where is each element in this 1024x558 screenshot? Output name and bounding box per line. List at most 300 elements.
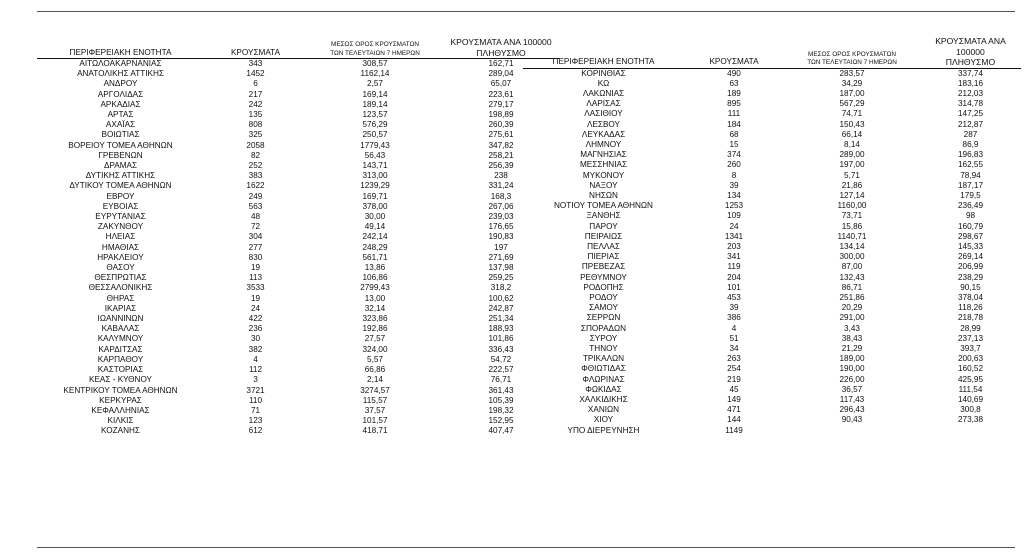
avg-cell: 418,71 (362, 426, 388, 436)
table-row (523, 120, 1021, 130)
avg-cell: 27,57 (364, 334, 386, 344)
per100k-cell: 238,29 (957, 272, 984, 282)
per100k-cell: 269,14 (957, 252, 984, 262)
cases-cell: 830 (248, 252, 263, 262)
region-cell: ΛΑΣΙΘΙΟΥ (584, 109, 623, 119)
table-body-right (523, 68, 1021, 446)
cases-cell: 8 (731, 170, 737, 180)
region-cell: ΦΩΚΙΔΑΣ (585, 384, 622, 394)
region-cell: ΕΥΡΥΤΑΝΙΑΣ (95, 212, 146, 222)
avg-cell: 5,57 (367, 354, 383, 364)
cases-cell: 277 (248, 242, 263, 252)
avg-cell: 189,14 (362, 99, 388, 109)
region-cell: ΑΝΔΡΟΥ (103, 79, 138, 89)
table-row (523, 385, 1021, 395)
avg-cell: 150,43 (839, 119, 865, 129)
cases-cell: 144 (727, 415, 741, 425)
table-row (37, 90, 559, 100)
region-cell: ΠΕΛΛΑΣ (587, 241, 620, 251)
per100k-cell: 200,63 (957, 354, 984, 364)
cases-cell: 123 (248, 416, 263, 426)
table-row (37, 100, 559, 110)
cases-cell: 134 (727, 190, 741, 200)
per100k-cell: 347,82 (488, 140, 514, 150)
avg-cell: 37,57 (364, 405, 386, 415)
avg-cell: 106,86 (362, 273, 388, 283)
avg-cell: 73,71 (841, 211, 863, 221)
region-cell: ΡΕΘΥΜΝΟΥ (580, 272, 627, 282)
region-cell: ΗΜΑΘΙΑΣ (101, 242, 140, 252)
table-row (37, 345, 559, 355)
avg-cell: 189,00 (839, 354, 865, 364)
region-cell: ΧΑΝΙΩΝ (587, 405, 620, 415)
table-row (523, 89, 1021, 99)
region-cell: ΣΑΜΟΥ (589, 303, 618, 313)
cases-cell: 101 (727, 282, 741, 292)
cases-cell: 3 (253, 375, 258, 385)
cases-cell: 149 (727, 395, 741, 404)
cases-cell: 260 (727, 160, 741, 170)
per100k-cell: 187,17 (957, 180, 984, 190)
avg-cell: 291,00 (839, 313, 865, 323)
table-row (523, 79, 1021, 89)
table-row (523, 324, 1021, 334)
region-cell: ΔΡΑΜΑΣ (103, 161, 138, 171)
cases-cell: 249 (248, 191, 263, 201)
bottom-rule (37, 547, 1015, 548)
avg-cell: 378,00 (362, 201, 388, 211)
header-avg-7-days (307, 36, 443, 59)
cases-cell: 895 (727, 99, 741, 109)
table-row (37, 375, 559, 385)
table-row (523, 191, 1021, 201)
avg-cell: 90,43 (841, 415, 863, 425)
per100k-cell: 407,47 (488, 426, 514, 436)
table-row (37, 192, 559, 202)
per100k-cell: 105,39 (488, 395, 514, 405)
table-row (37, 304, 559, 314)
header-per100k-line1: ΚΡΟΥΣΜΑΤΑ ΑΝΑ 100000 (935, 36, 1006, 57)
region-cell: ΚΑΡΠΑΘΟΥ (97, 354, 144, 364)
cases-cell: 341 (727, 252, 741, 262)
table-row (523, 232, 1021, 242)
per100k-cell: 197 (494, 242, 508, 252)
region-cell: ΝΗΣΩΝ (589, 190, 618, 200)
table-row (37, 79, 559, 89)
avg-cell: 74,71 (841, 109, 863, 119)
table-row (523, 211, 1021, 221)
per100k-cell: 188,93 (488, 324, 514, 334)
region-cell: ΡΟΔΟΠΗΣ (583, 282, 624, 292)
per100k-cell: 206,99 (957, 262, 984, 272)
avg-cell (784, 436, 920, 446)
region-cell: ΛΑΡΙΣΑΣ (586, 99, 621, 109)
region-cell: ΛΕΣΒΟΥ (586, 119, 621, 129)
header-per-100k (920, 36, 1021, 68)
cases-cell: 374 (727, 150, 741, 160)
table-row (37, 334, 559, 344)
avg-cell: 300,00 (839, 252, 865, 262)
region-cell: ΚΕΝΤΡΙΚΟΥ ΤΟΜΕΑ ΑΘΗΝΩΝ (63, 385, 178, 395)
cases-cell: 236 (248, 324, 263, 334)
region-cell: ΝΟΤΙΟΥ ΤΟΜΕΑ ΑΘΗΝΩΝ (554, 201, 653, 211)
region-cell: ΒΟΡΕΙΟΥ ΤΟΜΕΑ ΑΘΗΝΩΝ (68, 140, 173, 150)
cases-cell: 453 (727, 292, 741, 302)
cases-cell (684, 436, 784, 446)
table-row (523, 68, 1021, 79)
table-row (523, 130, 1021, 140)
avg-cell: 32,14 (364, 303, 386, 313)
avg-cell: 117,43 (839, 395, 865, 404)
cases-table-right (523, 36, 1021, 446)
table-row (523, 334, 1021, 344)
avg-cell: 2,57 (367, 79, 383, 89)
per100k-cell: 160,79 (957, 221, 984, 231)
avg-cell: 169,14 (362, 89, 388, 99)
region-cell: ΚΙΛΚΙΣ (107, 416, 134, 426)
cases-cell: 135 (248, 110, 263, 120)
cases-cell: 109 (727, 211, 741, 221)
avg-cell: 5,71 (844, 170, 860, 180)
per100k-cell: 162,71 (488, 59, 514, 68)
region-cell: ΣΠΟΡΑΔΩΝ (580, 323, 627, 333)
header-cases: ΚΡΟΥΣΜΑΤΑ (684, 36, 784, 68)
cases-cell: 2058 (246, 140, 265, 150)
region-cell: ΝΑΞΟΥ (589, 180, 618, 190)
per100k-cell: 298,67 (957, 231, 984, 241)
table-row (523, 426, 1021, 436)
region-cell: ΘΕΣΠΡΩΤΙΑΣ (94, 273, 147, 283)
table-row (37, 171, 559, 181)
avg-cell: 123,57 (362, 110, 388, 120)
cases-cell: 325 (248, 130, 263, 140)
per100k-cell: 145,33 (957, 241, 984, 251)
avg-cell: 187,00 (839, 88, 865, 98)
per100k-cell: 251,34 (488, 314, 514, 324)
top-rule (37, 11, 1015, 12)
avg-cell: 242,14 (362, 232, 388, 242)
region-cell: ΑΡΤΑΣ (107, 110, 134, 120)
region-cell: ΥΠΟ ΔΙΕΡΕΥΝΗΣΗ (567, 425, 640, 435)
per100k-cell: 98 (965, 211, 976, 221)
region-cell: ΛΗΜΝΟΥ (585, 139, 622, 149)
per100k-cell: 237,13 (957, 333, 984, 343)
region-cell: ΔΥΤΙΚΗΣ ΑΤΤΙΚΗΣ (85, 171, 156, 181)
header-per100k-line2: ΠΛΗΘΥΣΜΟ (945, 57, 996, 67)
per100k-cell: 331,24 (488, 181, 514, 191)
cases-cell: 34 (729, 343, 739, 353)
table-row (37, 426, 559, 436)
per100k-cell: 176,65 (488, 222, 514, 232)
table-row (37, 151, 559, 161)
table-row (523, 283, 1021, 293)
per100k-cell: 236,49 (957, 201, 984, 211)
per100k-cell: 101,86 (488, 334, 514, 344)
cases-cell: 1341 (724, 231, 744, 241)
per100k-cell: 223,61 (488, 89, 514, 99)
per100k-cell: 222,57 (488, 365, 514, 375)
avg-cell: 226,00 (839, 374, 865, 384)
region-cell: ΑΝΑΤΟΛΙΚΗΣ ΑΤΤΙΚΗΣ (77, 69, 164, 79)
table-row (37, 202, 559, 212)
table-row (523, 273, 1021, 283)
table-row (37, 294, 559, 304)
avg-cell: 15,86 (841, 221, 863, 231)
cases-cell: 383 (248, 171, 263, 181)
cases-cell: 184 (727, 119, 741, 129)
table-row (523, 364, 1021, 374)
region-cell: ΚΑΣΤΟΡΙΑΣ (97, 365, 144, 375)
region-cell: ΑΙΤΩΛΟΑΚΑΡΝΑΝΙΑΣ (79, 59, 162, 68)
region-cell (523, 436, 684, 446)
avg-cell: 86,71 (841, 282, 863, 292)
avg-cell: 36,57 (841, 384, 863, 394)
cases-cell: 19 (250, 293, 261, 303)
region-cell: ΘΗΡΑΣ (106, 293, 135, 303)
per100k-cell: 260,39 (488, 120, 514, 130)
cases-cell: 111 (727, 109, 741, 119)
region-cell: ΣΥΡΟΥ (589, 333, 618, 343)
cases-cell: 48 (250, 212, 261, 222)
per100k-cell: 86,9 (962, 139, 979, 149)
per100k-cell: 259,25 (488, 273, 514, 283)
region-cell: ΚΩ (597, 78, 610, 88)
region-cell: ΦΘΙΩΤΙΔΑΣ (581, 364, 626, 374)
per100k-cell: 256,39 (488, 161, 514, 171)
cases-cell: 113 (248, 273, 263, 283)
per100k-cell: 393,7 (960, 343, 981, 353)
avg-cell: 127,14 (839, 190, 865, 200)
per100k-cell: 190,83 (488, 232, 514, 242)
avg-cell: 49,14 (364, 222, 386, 232)
table-row (37, 110, 559, 120)
cases-cell: 19 (250, 263, 261, 273)
avg-cell: 576,29 (362, 120, 388, 130)
region-cell: ΦΛΩΡΙΝΑΣ (582, 374, 625, 384)
cases-cell: 3533 (246, 283, 265, 293)
table-row (523, 293, 1021, 303)
avg-cell: 2799,43 (360, 283, 390, 293)
cases-cell: 304 (248, 232, 263, 242)
per100k-cell: 168,3 (490, 191, 512, 201)
table-row (523, 354, 1021, 364)
table-body-left (37, 59, 559, 437)
cases-cell: 82 (250, 150, 261, 160)
avg-cell: 56,43 (364, 150, 386, 160)
cases-cell: 242 (248, 99, 263, 109)
per100k-cell: 111,54 (958, 384, 983, 394)
cases-cell: 68 (729, 129, 739, 139)
cases-cell: 30 (250, 334, 261, 344)
cases-cell: 4 (731, 323, 737, 333)
per100k-cell: 425,95 (957, 374, 984, 384)
header-avg-line2: ΤΩΝ ΤΕΛΕΥΤΑΙΩΝ 7 ΗΜΕΡΩΝ (330, 49, 420, 57)
per100k-cell: 361,43 (488, 385, 514, 395)
per100k-cell: 287 (963, 129, 978, 139)
avg-cell: 561,71 (362, 252, 388, 262)
cases-cell: 263 (727, 354, 741, 364)
avg-cell: 66,14 (841, 129, 863, 139)
table-row (37, 59, 559, 70)
cases-cell: 204 (727, 272, 741, 282)
per100k-cell: 147,25 (957, 109, 984, 119)
per100k-cell: 198,89 (488, 110, 514, 120)
region-cell: ΞΑΝΘΗΣ (586, 211, 621, 221)
table-row (37, 396, 559, 406)
per100k-cell: 78,94 (960, 170, 981, 180)
avg-cell: 3274,57 (360, 385, 390, 395)
avg-cell: 190,00 (839, 364, 865, 374)
avg-cell: 308,57 (362, 59, 388, 68)
table-row (523, 252, 1021, 262)
avg-cell: 143,71 (362, 161, 388, 171)
table-row (37, 273, 559, 283)
region-cell: ΗΛΕΙΑΣ (105, 232, 136, 242)
region-cell: ΙΩΑΝΝΙΝΩΝ (97, 314, 144, 324)
header-region: ΠΕΡΙΦΕΡΕΙΑΚΗ ΕΝΟΤΗΤΑ (37, 36, 204, 59)
table-row (523, 436, 1021, 446)
cases-cell: 203 (727, 241, 741, 251)
cases-cell: 382 (248, 344, 263, 354)
header-avg-7-days (784, 36, 920, 68)
avg-cell: 8,14 (844, 139, 860, 149)
region-cell: ΗΡΑΚΛΕΙΟΥ (97, 252, 144, 262)
per100k-cell: 28,99 (960, 323, 981, 333)
cases-cell: 612 (248, 426, 263, 436)
region-cell: ΚΑΛΥΜΝΟΥ (97, 334, 144, 344)
per100k-cell: 212,03 (957, 88, 984, 98)
table-row (37, 232, 559, 242)
per100k-cell: 76,71 (490, 375, 512, 385)
region-cell: ΚΟΡΙΝΘΙΑΣ (581, 68, 626, 78)
region-cell: ΜΑΓΝΗΣΙΑΣ (580, 150, 627, 160)
avg-cell: 197,00 (839, 160, 865, 170)
table-row (37, 314, 559, 324)
table-row (523, 160, 1021, 170)
header-region: ΠΕΡΙΦΕΡΕΙΑΚΗ ΕΝΟΤΗΤΑ (523, 36, 684, 68)
per100k-cell: 198,32 (488, 405, 514, 415)
cases-cell: 72 (250, 222, 261, 232)
table-row (37, 141, 559, 151)
avg-cell: 3,43 (844, 323, 860, 333)
region-cell: ΚΟΖΑΝΗΣ (101, 426, 140, 436)
cases-cell: 24 (250, 303, 261, 313)
cases-cell: 189 (727, 88, 741, 98)
avg-cell: 38,43 (841, 333, 863, 343)
header-per100k-line2: ΠΛΗΘΥΣΜΟ (476, 47, 526, 58)
avg-cell: 323,86 (362, 314, 388, 324)
region-cell: ΠΑΡΟΥ (589, 221, 618, 231)
table-row (37, 130, 559, 140)
per100k-cell: 212,87 (957, 119, 984, 129)
cases-cell: 219 (727, 374, 741, 384)
per100k-cell: 300,8 (960, 405, 981, 415)
per100k-cell: 218,78 (957, 313, 984, 323)
region-cell: ΑΧΑΪΑΣ (105, 120, 136, 130)
cases-cell: 24 (729, 221, 739, 231)
avg-cell: 169,71 (362, 191, 388, 201)
table-row (523, 375, 1021, 385)
table-row (37, 324, 559, 334)
per100k-cell: 239,03 (488, 212, 514, 222)
cases-cell: 51 (729, 333, 739, 343)
per100k-cell: 289,04 (488, 69, 514, 79)
avg-cell: 313,00 (362, 171, 388, 181)
cases-cell: 217 (248, 89, 263, 99)
per100k-cell: 238 (494, 171, 508, 181)
avg-cell: 324,00 (362, 344, 388, 354)
cases-cell: 110 (248, 395, 263, 405)
region-cell: ΒΟΙΩΤΙΑΣ (101, 130, 140, 140)
per100k-cell: 118,26 (958, 303, 983, 313)
cases-cell: 808 (248, 120, 263, 130)
avg-cell: 115,57 (362, 395, 388, 405)
cases-cell: 4 (253, 354, 258, 364)
table-row (37, 283, 559, 293)
per100k-cell: 279,17 (488, 99, 514, 109)
per100k-cell: 273,38 (957, 415, 984, 425)
region-cell: ΡΟΔΟΥ (589, 292, 618, 302)
per100k-cell: 100,62 (488, 293, 514, 303)
region-cell: ΠΡΕΒΕΖΑΣ (581, 262, 626, 272)
per100k-cell: 137,98 (488, 263, 514, 273)
table-row (37, 181, 559, 191)
table-row (523, 181, 1021, 191)
per100k-cell: 54,72 (490, 354, 512, 364)
region-cell: ΤΗΝΟΥ (589, 343, 618, 353)
per100k-cell: 140,69 (957, 395, 984, 404)
per100k-cell: 271,69 (488, 252, 514, 262)
region-cell: ΠΙΕΡΙΑΣ (587, 252, 620, 262)
region-cell: ΠΕΙΡΑΙΩΣ (584, 231, 623, 241)
table-row (37, 222, 559, 232)
header-avg-line1: ΜΕΣΟΣ ΟΡΟΣ ΚΡΟΥΣΜΑΤΩΝ (331, 41, 419, 48)
region-cell: ΓΡΕΒΕΝΩΝ (98, 150, 143, 160)
avg-cell: 250,57 (362, 130, 388, 140)
cases-cell: 471 (727, 405, 741, 415)
per100k-cell: 314,78 (957, 99, 984, 109)
region-cell: ΔΥΤΙΚΟΥ ΤΟΜΕΑ ΑΘΗΝΩΝ (69, 181, 172, 191)
table-row (523, 171, 1021, 181)
region-cell: ΧΙΟΥ (593, 415, 614, 425)
table-row (523, 140, 1021, 150)
table-row (523, 415, 1021, 425)
cases-cell: 119 (727, 262, 741, 272)
cases-cell: 563 (248, 201, 263, 211)
avg-cell: 13,86 (364, 263, 386, 273)
table-row (523, 405, 1021, 415)
avg-cell: 192,86 (362, 324, 388, 334)
table-row (523, 99, 1021, 109)
cases-cell: 254 (727, 364, 741, 374)
avg-cell: 1162,14 (360, 69, 390, 79)
avg-cell: 1160,00 (837, 201, 867, 211)
table-row (523, 313, 1021, 323)
table-row (37, 263, 559, 273)
table-row (523, 262, 1021, 272)
header-avg-line1: ΜΕΣΟΣ ΟΡΟΣ ΚΡΟΥΣΜΑΤΩΝ (808, 50, 896, 58)
per100k-cell (920, 426, 1021, 436)
region-cell: ΕΥΒΟΙΑΣ (102, 201, 139, 211)
table-row (523, 303, 1021, 313)
table-row (37, 416, 559, 426)
avg-cell: 1779,43 (360, 140, 390, 150)
avg-cell: 13,00 (364, 293, 386, 303)
region-cell: ΕΒΡΟΥ (106, 191, 135, 201)
region-cell: ΜΕΣΣΗΝΙΑΣ (579, 160, 628, 170)
cases-table-left (37, 36, 559, 437)
avg-cell: 1239,29 (360, 181, 390, 191)
